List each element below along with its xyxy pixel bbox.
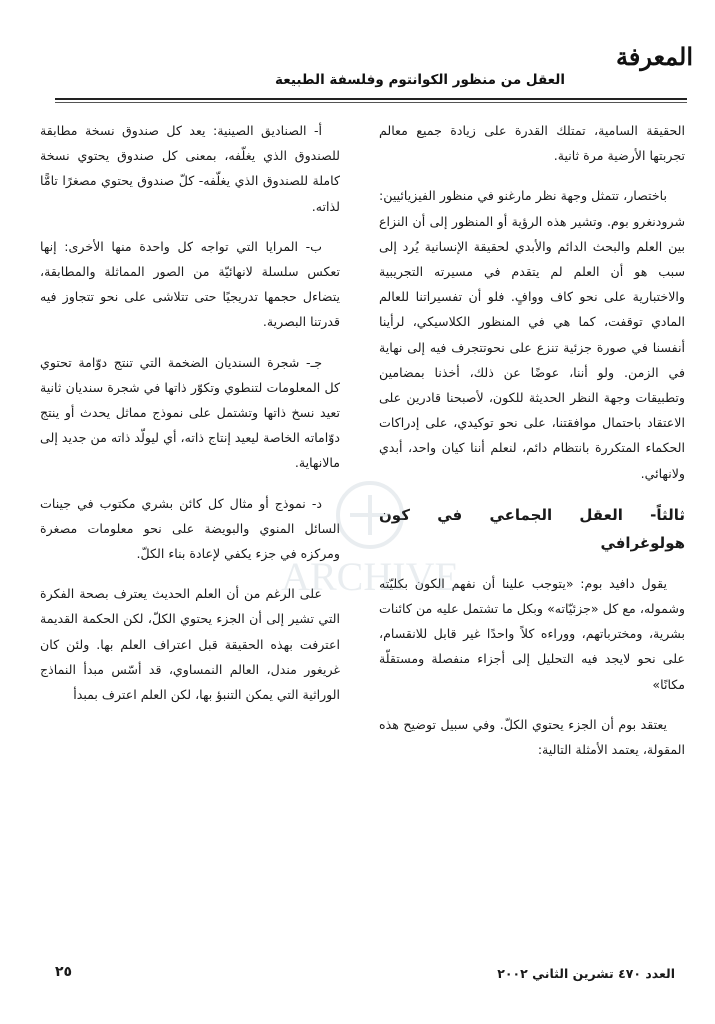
running-title: العقل من منظور الكوانتوم وفلسفة الطبيعة [275, 72, 565, 88]
header-rule-thin [55, 102, 687, 103]
paragraph: يقول دافيد بوم: «يتوجب علينا أن نفهم الكون بكليّته وشموله، مع كل «جزئيّاته» وبكل ما تشتمل عليه من كائنات بشرية، ومخترباتهم، ووراءه كلاً واحدًا غير قابل للانقسام، على نحو لايجد فيه التحليل إلى أجزاء منفصلة ومستقلّة مكانًا» [379, 575, 685, 692]
watermark-text: ARCHIVE [281, 554, 459, 599]
section-heading: ثالثاً- العقل الجماعي في كون هولوغرافي [379, 505, 685, 552]
magazine-masthead-logo: المعرفة [615, 42, 693, 71]
paragraph: الحقيقة السامية، تمتلك القدرة على زيادة جميع معالم تجربتها الأرضية مرة ثانية. [379, 123, 685, 164]
header-rule [55, 98, 687, 100]
list-item: جـ- شجرة السنديان الضخمة التي تنتج دوّامة تحتوي كل المعلومات لتنطوي وتكوّر ذاتها في شجرة سنديان ثانية تعيد نسخ ذاتها وتشتمل على نموذج مماثل يحدث أو ينتج دوّاماته الخاصة ليعيد إنتاج ذاته، أي ليولّد ذاته من جديد إلى مالانهاية. [40, 354, 340, 471]
list-item: د- نموذج أو مثال كل كائن بشري مكتوب في جينات السائل المنوي والبويضة على نحو معلومات مصغرة ومركزه في جزء يكفي لإعادة بناء الكلّ. [40, 495, 340, 562]
page-number: ٢٥ [55, 964, 73, 980]
paragraph: باختصار، تتمثل وجهة نظر مارغنو في منظور الفيزيائيين: شرودنغرو بوم. وتشير هذه الرؤية أو المنظور إلى أن النزاع بين العلم والبحث الدائم والأبدي لحقيقة الإنسانية يُرد إلى سبب هو أن العلم لم يتقدم في مسيرته التجريبية والاختبارية على نحو كاف ووافٍ. فلو أن تفسيراتنا للعالم المادي توقفت، كما هي في المنظور الكلاسيكي، لرأينا أنفسنا في صورة جزئية تنزع على نحوتتجرف فيه إلى نهاية في الزمن. ولو أننا، عوضًا عن ذلك، أخذنا بمضامين وتطبيقات وجهة النظر الحديثة للكون، لأصبحنا قادرين على الاعتقاد باحتمال موافقتنا، على نحو توكيدي، على إدراكات الحكماء المتكررة بانتظام دائم، لنعلم أننا كيان واحد، أبدي ولانهائي. [379, 188, 685, 481]
right-column [379, 118, 685, 948]
list-item: أ- الصناديق الصينية: يعد كل صندوق نسخة مطابقة للصندوق الذي يغلّفه، بمعنى كل صندوق يحتوي نسخة كاملة للصندوق الذي يغلّفه- كلّ صندوق يحتوي مصغرًا تامًّا لذاته. [40, 123, 340, 214]
paragraph: يعتقد بوم أن الجزء يحتوي الكلّ. وفي سبيل توضيح هذه المقولة، يعتمد الأمثلة التالية: [379, 716, 685, 758]
issue-info: العدد ٤٧٠ تشرين الثاني ٢٠٠٢ [497, 966, 675, 981]
list-item: ب- المرايا التي تواجه كل واحدة منها الأخرى: إنها تعكس سلسلة لانهائيّة من الصور المماثلة والمطابقة، يتضاءل حجمها تدريجيًا حتى تتلاشى على نحو تتجاوز فيه قدرتنا البصرية. [40, 238, 340, 330]
left-column [40, 118, 340, 948]
paragraph: على الرغم من أن العلم الحديث يعترف بصحة الفكرة التي تشير إلى أن الجزء يحتوي الكلّ، لكن الحكمة القديمة اعترفت بهذه الحقيقة قبل اعتراف العلم بها. ولئن كان غريغور مندل، العالم النمساوي، قد أسّس مبدأ النماذج الوراثية التي يمكن التنبؤ بها، لكن العلم اعترف بمبدأ [40, 586, 340, 703]
